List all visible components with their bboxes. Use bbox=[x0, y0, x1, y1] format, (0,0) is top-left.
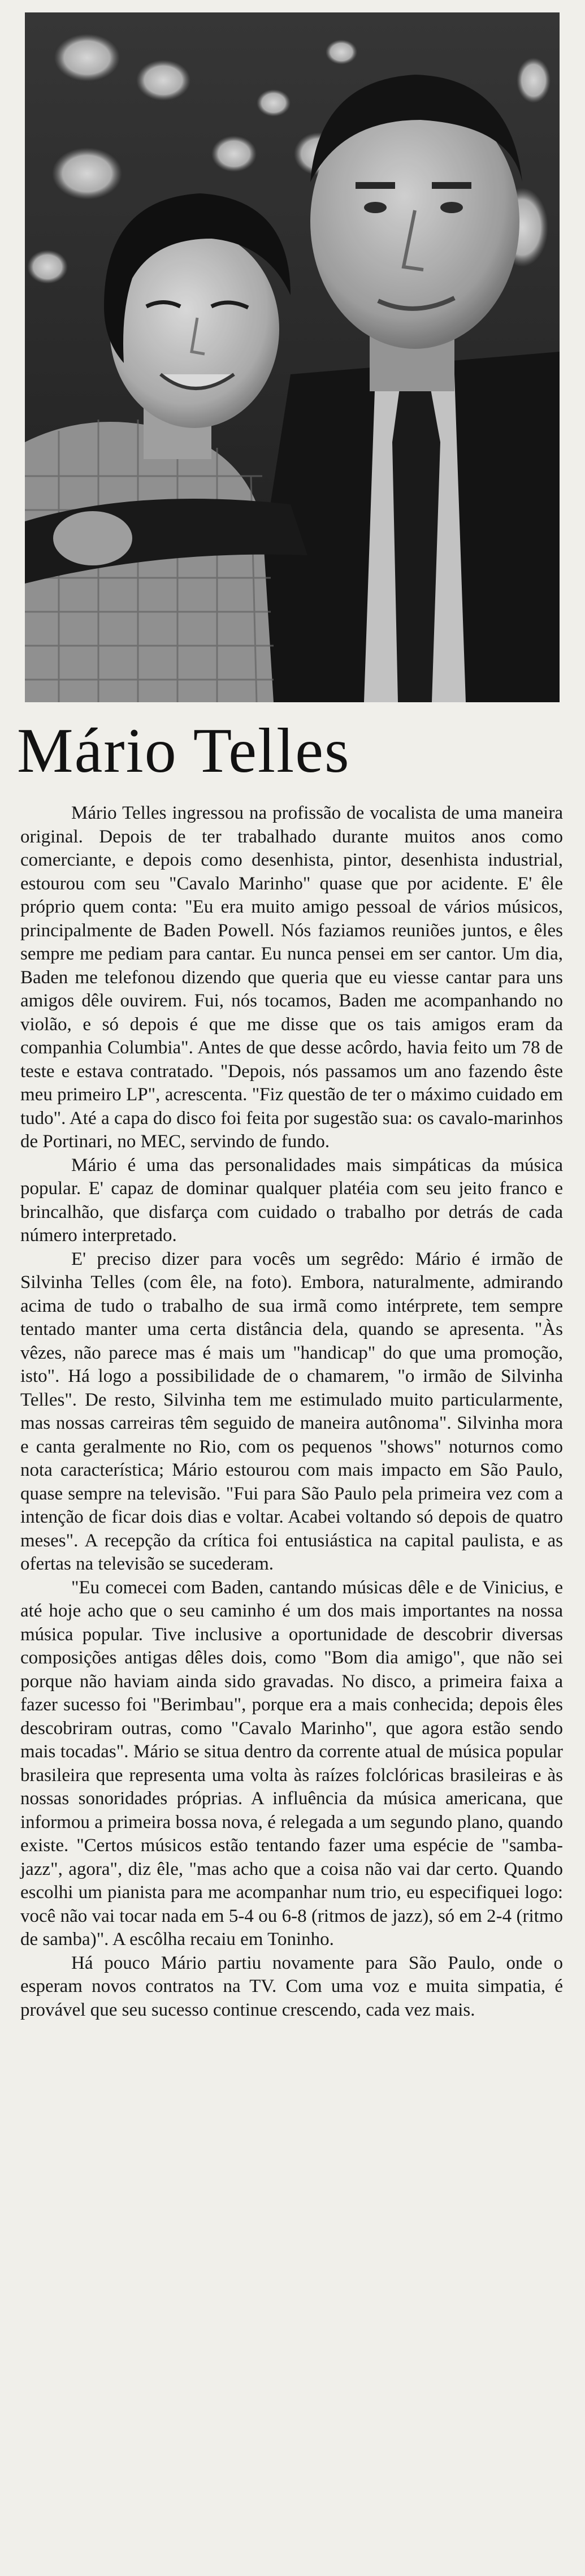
article-paragraph: Mário é uma das personalidades mais simpáticas da música popular. E' capaz de dominar qualquer platéia com seu jeito franco e brincalhão, que disfarça com cuidado o trabalho por detrás de cada número interpretado. bbox=[20, 1155, 563, 1246]
article-paragraph: Há pouco Mário partiu novamente para São Paulo, onde o esperam novos contratos na TV. Com uma voz e muita simpatia, é provável que seu sucesso continue crescendo, cada vez mais. bbox=[20, 1952, 563, 2020]
article-paragraph: Mário Telles ingressou na profissão de vocalista de uma maneira original. Depois de ter trabalhado durante muitos anos como comerciante, e depois como desenhista, pintor, desenhista industrial, estourou com seu "Cavalo Marinho" quase que por acidente. E' êle próprio quem conta: "Eu era muito amigo pessoal de vários músicos, principalmente de Baden Powell. Nós faziamos reuniões juntos, e êles sempre me pediam para cantar. Eu nunca pensei em ser cantor. Um dia, Baden me telefonou dizendo que queria que eu viesse cantar para uns amigos dêle ouvirem. Fui, nós tocamos, Baden me acompanhando no violão, e só depois é que me disse que os tais amigos eram da companhia Columbia". Antes de que desse acôrdo, havia feito um 78 de teste e estava contratado. "Depois, nós passamos um ano fazendo êste meu primeiro LP", acrescenta. "Fiz questão de ter o máximo cuidado em tudo". Até a capa do disco foi feita por sugestão sua: os cavalo-marinhos de Portinari, no MEC, servindo de fundo. bbox=[20, 803, 563, 1152]
photo-mario-and-silvinha-telles bbox=[25, 12, 560, 702]
photo-illustration bbox=[25, 12, 560, 702]
article-body bbox=[20, 802, 563, 2022]
article-paragraph: "Eu comecei com Baden, cantando músicas dêle e de Vinicius, e até hoje acho que o seu caminho é um dos mais importantes na nossa música popular. Tive inclusive a oportunidade de descobrir diversas composições antigas dêles dois, como "Bom dia amigo", que não sei porque não haviam ainda sido gravadas. No disco, a primeira faixa a fazer sucesso foi "Berimbau", porque era a mais conhecida; depois êles descobriram outras, como "Cavalo Marinho", que agora estão sendo mais tocadas". Mário se situa dentro da corrente atual de música popular brasileira que representa uma volta às raízes folclóricas brasileiras e às nossas sonoridades próprias. A influência da música americana, que informou a primeira bossa nova, é relegada a um segundo plano, quando existe. "Certos músicos estão tentando fazer uma espécie de "samba-jazz", agora", diz êle, "mas acho que a coisa não vai dar certo. Quando escolhi um pianista para me acompanhar num trio, eu especifiquei logo: você não vai tocar nada em 5-4 ou 6-8 (ritmos de jazz), só em 2-4 (ritmo de samba)". A escôlha recaiu em Toninho. bbox=[20, 1577, 563, 1950]
article-paragraph: E' preciso dizer para vocês um segrêdo: Mário é irmão de Silvinha Telles (com êle, na foto). Embora, naturalmente, admirando acima de tudo o trabalho de sua irmã como intérprete, tem sempre tentado manter uma certa distância dela, quando se apresenta. "Às vêzes, não parece mas é mais um "handicap" do que uma promoção, isto". Há logo a possibilidade de o chamarem, "o irmão de Silvinha Telles". De resto, Silvinha tem me estimulado muito particularmente, mas nossas carreiras têm seguido de maneira autônoma". Silvinha mora e canta geralmente no Rio, com os pequenos "shows" noturnos como nota característica; Mário estourou com mais impacto em São Paulo, quase sempre na televisão. "Fui para São Paulo pela primeira vez com a intenção de ficar dois dias e voltar. Acabei voltando só depois de quatro meses". A recepção da crítica foi entusiástica na capital paulista, e as ofertas na televisão se sucederam. bbox=[20, 1248, 563, 1574]
article-title: Mário Telles bbox=[17, 716, 350, 786]
